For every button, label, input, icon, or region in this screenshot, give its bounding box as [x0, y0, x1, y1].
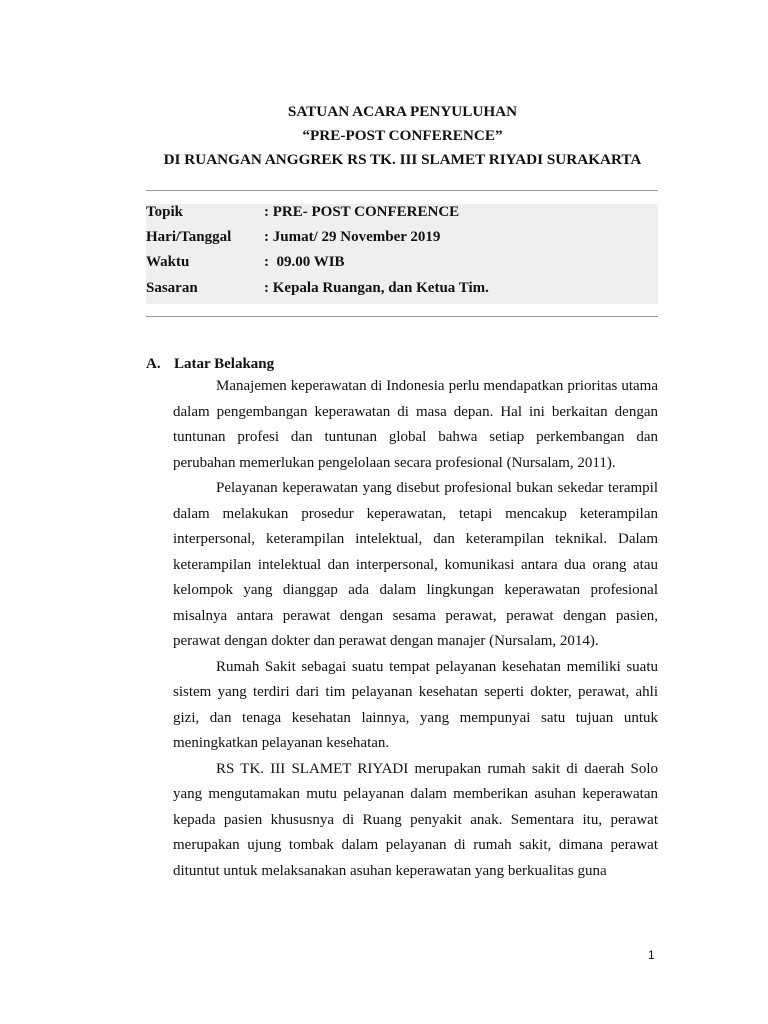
title-line-2: “PRE-POST CONFERENCE” [302, 127, 503, 144]
document-title [140, 100, 665, 172]
section-title: Latar Belakang [174, 356, 275, 372]
info-value: : PRE- POST CONFERENCE [264, 204, 460, 220]
paragraph: RS TK. III SLAMET RIYADI merupakan rumah sakit di daerah Solo yang mengutamakan mutu pelayanan dalam memberikan asuhan keperawatan kepada pasien khususnya di Ruang penyakit anak. Sementara itu, perawat merupakan ujung tombak dalam pelayanan di rumah sakit, dimana perawat dituntut untuk melaksanakan asuhan keperawatan yang berkualitas guna [173, 760, 658, 879]
info-row-hari-tanggal [146, 229, 658, 254]
paragraph: Pelayanan keperawatan yang disebut profesional bukan sekedar terampil dalam melakukan prosedur keperawatan, tetapi mencakup keterampilan interpersonal, keterampilan intelektual, dan keterampilan teknikal. Dalam keterampilan intelektual dan interpersonal, komunikasi antara dua orang atau kelompok yang dianggap ada dalam lingkungan keperawatan profesional misalnya antara perawat dengan sesama perawat, perawat dengan pasien, perawat dengan dokter dan perawat dengan manajer (Nursalam, 2014). [173, 480, 658, 649]
title-line-1: SATUAN ACARA PENYULUHAN [287, 103, 518, 120]
info-table [146, 204, 658, 304]
info-label: Hari/Tanggal [146, 229, 232, 245]
paragraph: Manajemen keperawatan di Indonesia perlu mendapatkan prioritas utama dalam pengembangan keperawatan di masa depan. Hal ini berkaitan dengan tuntunan profesi dan tuntunan global bahwa setiap perkembangan dan perubahan memerlukan pengelolaan secara profesional (Nursalam, 2011). [173, 378, 658, 471]
section-number: A. [146, 356, 161, 372]
info-label: Topik [146, 204, 183, 220]
section-body [173, 374, 658, 884]
info-label: Waktu [146, 254, 190, 270]
info-row-topik [146, 204, 658, 229]
paragraph: Rumah Sakit sebagai suatu tempat pelayanan kesehatan memiliki suatu sistem yang terdiri dari tim pelayanan kesehatan seperti dokter, perawat, ahli gizi, dan tenaga kesehatan lainnya, yang mempunyai satu tujuan untuk meningkatkan pelayanan kesehatan. [173, 658, 658, 751]
info-value: : 09.00 WIB [264, 254, 345, 270]
info-label: Sasaran [146, 280, 198, 296]
title-line-3: DI RUANGAN ANGGREK RS TK. III SLAMET RIYADI SURAKARTA [163, 151, 642, 168]
divider-top [146, 190, 658, 191]
info-row-waktu [146, 254, 658, 279]
divider-bottom [146, 316, 658, 317]
page-number: 1 [648, 948, 655, 962]
info-row-sasaran [146, 280, 658, 305]
info-value: : Jumat/ 29 November 2019 [264, 229, 441, 245]
section-heading [146, 355, 274, 373]
info-value: : Kepala Ruangan, dan Ketua Tim. [264, 280, 489, 296]
